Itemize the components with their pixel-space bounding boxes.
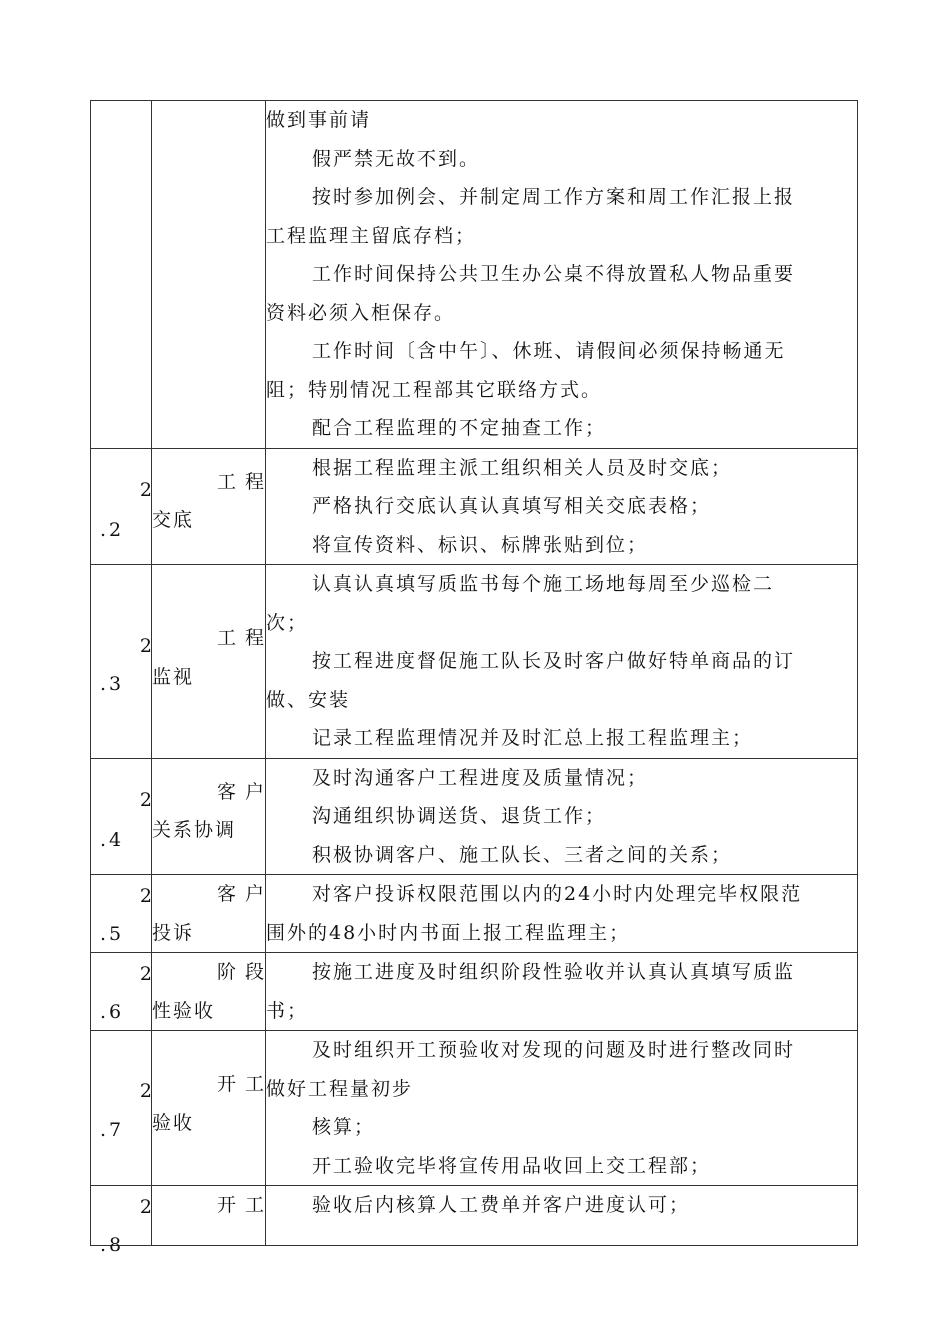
content-line: 核算； [312, 1116, 376, 1138]
content-line: 严格执行交底认真认真填写相关交底表格； [312, 495, 712, 517]
item-number-cell [91, 1031, 152, 1186]
content-line: 沟通组织协调送货、退货工作； [312, 805, 607, 827]
content-line: 开工验收完毕将宣传用品收回上交工程部； [312, 1154, 712, 1177]
content-line: 按施工进度及时组织阶段性验收并认真认真填写质监 [312, 961, 796, 983]
item-number-cell [91, 953, 152, 1031]
item-content-cell [266, 875, 858, 953]
item-number-minor: .3 [100, 673, 125, 695]
content-line: 工作时间保持公共卫生办公桌不得放置私人物品重要 [312, 263, 796, 285]
content-line: 配合工程监理的不定抽查工作； [312, 417, 607, 439]
item-label-line-2: 交底 [152, 509, 195, 531]
content-line: 工作时间〔含中午〕、休班、请假间必须保持畅通无 [312, 340, 786, 362]
item-label-line-1: 客户 [216, 883, 273, 905]
item-label-cell [152, 565, 273, 759]
item-content-cell [266, 758, 858, 875]
item-label-line-2: 验收 [152, 1111, 195, 1134]
item-label-line-1: 开工 [216, 1073, 273, 1095]
content-line: 做到事前请 [266, 109, 372, 131]
content-line: 围外的48小时内书面上报工程监理主； [266, 921, 631, 944]
item-number-major: 2 [139, 788, 152, 811]
content-line: 对客户投诉权限范围以内的24小时内处理完毕权限范 [312, 883, 803, 905]
content-line: 次； [266, 611, 309, 634]
table-row [91, 1031, 858, 1186]
item-label-cell [152, 448, 273, 565]
item-number-major: 2 [139, 635, 152, 657]
item-number-cell [91, 448, 152, 565]
item-label-line-2: 投诉 [152, 921, 195, 944]
content-line: 及时沟通客户工程进度及质量情况； [312, 766, 649, 789]
item-label-cell [152, 875, 273, 953]
content-line: 及时组织开工预验收对发现的问题及时进行整改同时 [312, 1039, 796, 1061]
item-number-minor: .8 [100, 1234, 125, 1256]
table-row [91, 953, 858, 1031]
item-number-cell [91, 875, 152, 953]
item-number-minor: .4 [100, 828, 125, 851]
table-row [91, 875, 858, 953]
item-label-line-1: 工程 [216, 470, 273, 493]
content-line: 验收后内核算人工费单并客户进度认可； [312, 1194, 691, 1216]
item-number-major: 2 [139, 1080, 152, 1102]
content-line: 按工程进度督促施工队长及时客户做好特单商品的订 [312, 650, 796, 672]
item-label-cell [152, 101, 266, 449]
item-label-cell [152, 953, 273, 1031]
item-content-cell [266, 1031, 858, 1186]
content-line: 工程监理主留底存档； [266, 224, 477, 247]
item-label-cell [152, 1031, 273, 1186]
content-line: 资料必须入柜保存。 [266, 301, 456, 324]
item-number-minor: .5 [100, 923, 125, 945]
table-body [91, 101, 858, 1256]
item-label-line-2: 监视 [152, 665, 195, 688]
item-label-line-1: 工程 [216, 627, 273, 649]
item-label-line-2: 关系协调 [152, 819, 237, 841]
content-line: 按时参加例会、并制定周工作方案和周工作汇报上报 [312, 186, 796, 208]
content-line: 阻；特别情况工程部其它联络方式。 [266, 378, 603, 401]
content-line: 做好工程量初步 [266, 1077, 414, 1100]
item-number-minor: .2 [100, 518, 125, 541]
content-line: 记录工程监理情况并及时汇总上报工程监理主； [312, 727, 754, 749]
item-label-cell [152, 1186, 273, 1246]
content-line: 认真认真填写质监书每个施工场地每周至少巡检二 [312, 573, 775, 595]
table-row [91, 448, 858, 565]
item-number-minor: .7 [100, 1119, 125, 1141]
item-number-cell [91, 758, 152, 875]
item-label-line-1: 阶段 [216, 961, 273, 983]
item-label-cell [152, 758, 273, 875]
item-number-major: 2 [139, 885, 152, 907]
item-content-cell [266, 448, 858, 565]
content-line: 做、安装 [266, 688, 351, 711]
content-line: 积极协调客户、施工队长、三者之间的关系； [312, 843, 733, 866]
item-content-cell [266, 953, 858, 1031]
table-row [91, 758, 858, 875]
item-number-cell [91, 565, 152, 759]
item-label-line-1: 客户 [216, 780, 273, 803]
item-content-cell [266, 565, 858, 759]
item-number-major: 2 [139, 963, 152, 985]
table-row [91, 101, 858, 449]
content-line: 根据工程监理主派工组织相关人员及时交底； [312, 456, 733, 479]
content-line: 将宣传资料、标识、标牌张贴到位； [312, 533, 649, 556]
item-number-minor: .6 [100, 1001, 125, 1023]
table-row [91, 565, 858, 759]
item-number-cell [91, 101, 152, 449]
content-line: 假严禁无故不到。 [312, 147, 481, 170]
item-content-cell [266, 101, 858, 449]
content-line: 书； [266, 999, 309, 1022]
item-label-line-1: 开工 [216, 1194, 273, 1216]
item-number-cell [91, 1186, 152, 1256]
item-number-major: 2 [139, 1196, 152, 1218]
responsibility-table [90, 100, 858, 1256]
table-row [91, 1186, 858, 1246]
item-number-major: 2 [139, 478, 152, 501]
item-label-line-2: 性验收 [152, 999, 216, 1022]
item-content-cell [266, 1186, 858, 1246]
